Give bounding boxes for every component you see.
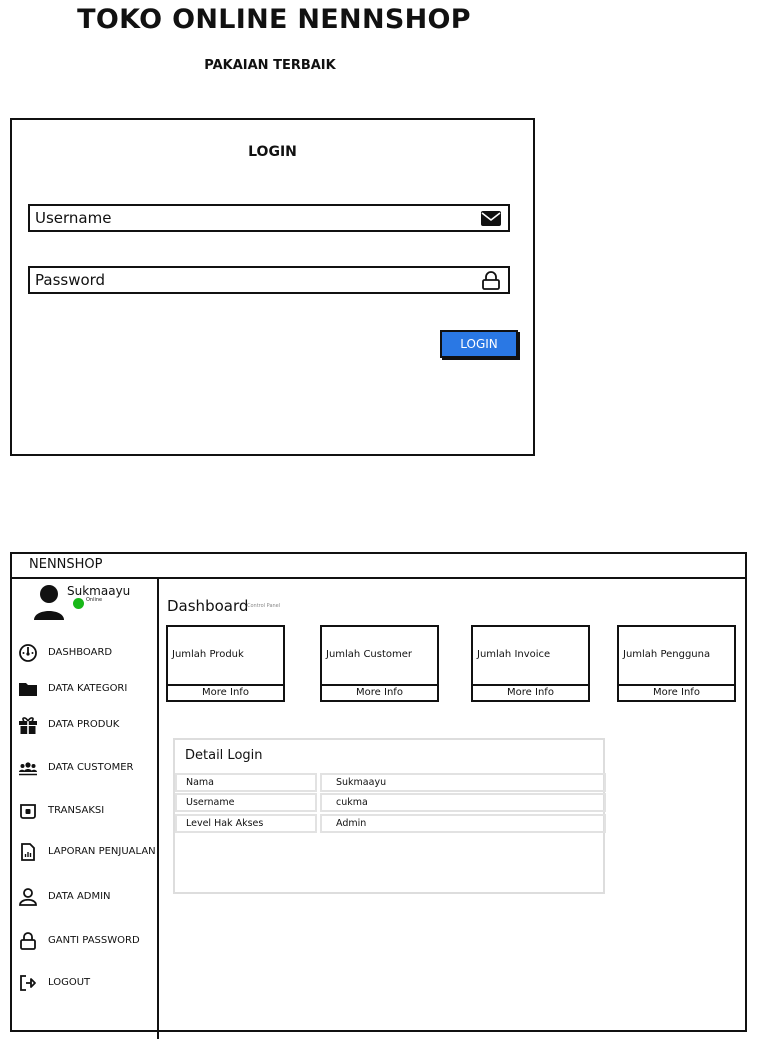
sidebar-item-label: DASHBOARD	[48, 647, 113, 658]
detail-value: Admin	[320, 814, 606, 833]
brand-name[interactable]: NENNSHOP	[29, 557, 103, 572]
app-title: TOKO ONLINE NENNSHOP	[77, 4, 471, 35]
username-placeholder: Username	[35, 209, 112, 227]
status-text: Online	[86, 597, 103, 603]
sidebar-item-label: LOGOUT	[48, 977, 91, 988]
envelope-icon	[480, 209, 502, 228]
sidebar-item-data-customer[interactable]	[12, 755, 158, 781]
sidebar-item-data-admin[interactable]	[12, 884, 158, 910]
user-icon	[18, 887, 38, 907]
sidebar-item-logout[interactable]	[12, 970, 158, 996]
more-info-link[interactable]: More Info	[619, 684, 734, 700]
more-info-link[interactable]: More Info	[473, 684, 588, 700]
avatar	[32, 584, 66, 620]
stat-card-label: Jumlah Customer	[326, 649, 413, 660]
login-panel	[10, 118, 535, 456]
stat-card-jumlah-invoice	[471, 625, 590, 702]
detail-key: Level Hak Akses	[175, 814, 317, 833]
detail-login-title: Detail Login	[185, 748, 263, 763]
stat-card-label: Jumlah Pengguna	[623, 649, 711, 660]
detail-value: cukma	[320, 793, 606, 812]
detail-login-panel	[173, 738, 605, 894]
users-icon	[18, 758, 38, 778]
sidebar-item-label: DATA ADMIN	[48, 891, 111, 902]
login-heading: LOGIN	[248, 144, 297, 160]
sidebar-item-transaksi[interactable]	[12, 798, 158, 824]
more-info-link[interactable]: More Info	[168, 684, 283, 700]
password-input[interactable]	[28, 266, 510, 294]
sidebar-item-label: DATA CUSTOMER	[48, 762, 134, 773]
stat-card-jumlah-produk	[166, 625, 285, 702]
sidebar-item-label: TRANSAKSI	[48, 805, 105, 816]
stat-card-jumlah-pengguna	[617, 625, 736, 702]
dashboard-gauge-icon	[18, 643, 38, 663]
page-title: Dashboard	[167, 597, 249, 615]
table-row	[175, 793, 605, 812]
password-placeholder: Password	[35, 271, 106, 289]
app-subtitle: PAKAIAN TERBAIK	[204, 58, 336, 73]
main-content	[161, 579, 745, 1029]
status-dot	[73, 598, 84, 609]
login-button[interactable]: LOGIN	[440, 330, 518, 358]
sidebar-item-laporan-penjualan[interactable]	[12, 839, 158, 865]
sidebar-item-data-kategori[interactable]	[12, 676, 158, 702]
stat-card-jumlah-customer	[320, 625, 439, 702]
detail-value: Sukmaayu	[320, 773, 606, 792]
stat-card-label: Jumlah Invoice	[477, 649, 551, 660]
table-row	[175, 814, 605, 833]
sidebar	[12, 579, 159, 1039]
lock-icon	[480, 271, 502, 290]
detail-key: Nama	[175, 773, 317, 792]
username-input[interactable]	[28, 204, 510, 232]
transaction-icon	[18, 801, 38, 821]
page-subtitle: Control Panel	[247, 603, 281, 609]
brand-bar	[12, 554, 745, 579]
stat-card-label: Jumlah Produk	[172, 649, 244, 660]
gift-icon	[18, 715, 38, 735]
sidebar-item-label: DATA PRODUK	[48, 719, 120, 730]
more-info-link[interactable]: More Info	[322, 684, 437, 700]
lock-icon	[18, 931, 38, 951]
sidebar-item-label: DATA KATEGORI	[48, 683, 128, 694]
sidebar-item-data-produk[interactable]	[12, 712, 158, 738]
detail-key: Username	[175, 793, 317, 812]
user-name: Sukmaayu	[67, 584, 131, 598]
sidebar-item-dashboard[interactable]	[12, 640, 158, 666]
sidebar-item-label: LAPORAN PENJUALAN	[48, 846, 156, 857]
sidebar-item-ganti-password[interactable]	[12, 928, 158, 954]
logout-icon	[18, 973, 38, 993]
report-file-icon	[18, 842, 38, 862]
folder-icon	[18, 679, 38, 699]
sidebar-item-label: GANTI PASSWORD	[48, 935, 140, 946]
dashboard-window	[10, 552, 747, 1032]
table-row	[175, 773, 605, 792]
